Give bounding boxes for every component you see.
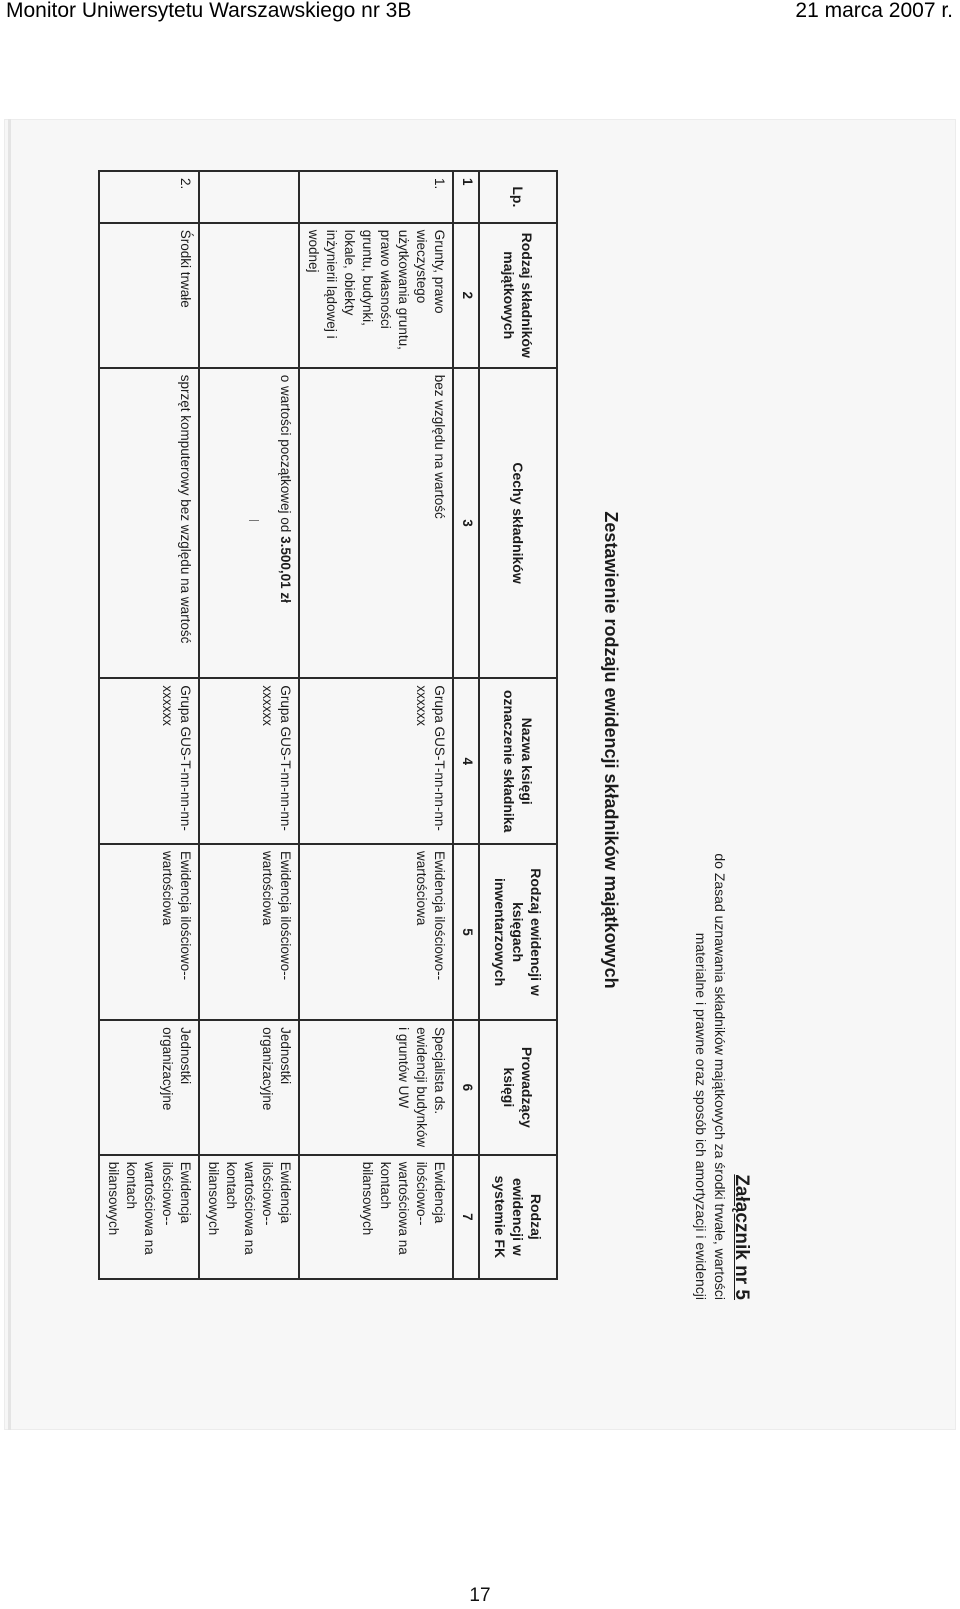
cell-fk-records: Ewidencja ilościowo--wartościowa na kontach bilansowych [199,1155,299,1279]
header-features: Cechy składników [479,368,557,679]
cell-keeper: Jednostki organizacyjne [199,1020,299,1155]
cell-book-name: Grupa GUS-T-nn-nn-nn-xxxxxx [99,678,199,844]
annex-title: Załącznik nr 5 [731,1174,752,1300]
annex-subtitle [691,680,729,1300]
header-asset-type: Rodzaj składników majątkowych [479,223,557,368]
asset-register-table [98,170,558,1280]
header-keeper: Prowadzący księgi [479,1020,557,1155]
table-header-row [479,171,557,1279]
column-number: 4 [453,678,479,844]
cell-inventory-records: Ewidencja ilościowo--wartościowa [199,844,299,1020]
column-number: 7 [453,1155,479,1279]
header-lp: Lp. [479,171,557,223]
cell-asset-type: Środki trwałe [99,223,199,368]
column-number-row [453,171,479,1279]
cell-keeper: Jednostki organizacyjne [99,1020,199,1155]
cell-features [199,368,299,679]
publication-date: 21 marca 2007 r. [795,0,953,22]
rotated-annex-content [106,170,752,1320]
table-title: Zestawienie rodzaju ewidencji składników majątkowych [601,511,621,989]
cell-book-name: Grupa GUS-T-nn-nn-nn-xxxxxx [299,678,453,844]
cell-asset-type: Grunty, prawo wieczystego użytkowania gruntu, prawo własności gruntu, budynki, lokale, obiekty inżynierii lądowej i wodnej [299,223,453,368]
cell-book-name: Grupa GUS-T-nn-nn-nn-xxxxxx [199,678,299,844]
cell-inventory-records: Ewidencja ilościowo--wartościowa [299,844,453,1020]
table-row [199,171,299,1279]
threshold-value: 3.500,01 zł [278,536,293,603]
cell-fk-records: Ewidencja ilościowo--wartościowa na kontach bilansowych [299,1155,453,1279]
cell-fk-records: Ewidencja ilościowo--wartościowa na kontach bilansowych [99,1155,199,1279]
page-number: 17 [469,1585,491,1606]
cell-features: bez względu na wartość [299,368,453,679]
cell-asset-type [199,223,299,368]
cell-keeper: Specjalista ds. ewidencji budynków i gruntów UW [299,1020,453,1155]
column-number: 3 [453,368,479,679]
cell-inventory-records: Ewidencja ilościowo--wartościowa [99,844,199,1020]
cell-lp: 2. [99,171,199,223]
header-book-name: Nazwa księgi oznaczenie składnika [479,678,557,844]
annex-subtitle-line1: do Zasad uznawania składników majątkowych za środki trwałe, wartości [712,853,728,1300]
column-number: 6 [453,1020,479,1155]
scan-mark [249,520,259,521]
annex-subtitle-line2: materialne i prawne oraz sposób ich amortyzacji i ewidencji [693,932,709,1300]
column-number: 2 [453,223,479,368]
table-row [99,171,199,1279]
table-row [299,171,453,1279]
header-fk-records: Rodzaj ewidencji w systemie FK [479,1155,557,1279]
cell-features: sprzęt komputerowy bez względu na wartość [99,368,199,679]
column-number: 5 [453,844,479,1020]
header-inventory-records: Rodzaj ewidencji w księgach inwentarzowych [479,844,557,1020]
features-prefix: o wartości początkowej od [278,374,293,537]
cell-lp: 1. [299,171,453,223]
publication-title: Monitor Uniwersytetu Warszawskiego nr 3B [6,0,412,22]
column-number: 1 [453,171,479,223]
cell-lp [199,171,299,223]
